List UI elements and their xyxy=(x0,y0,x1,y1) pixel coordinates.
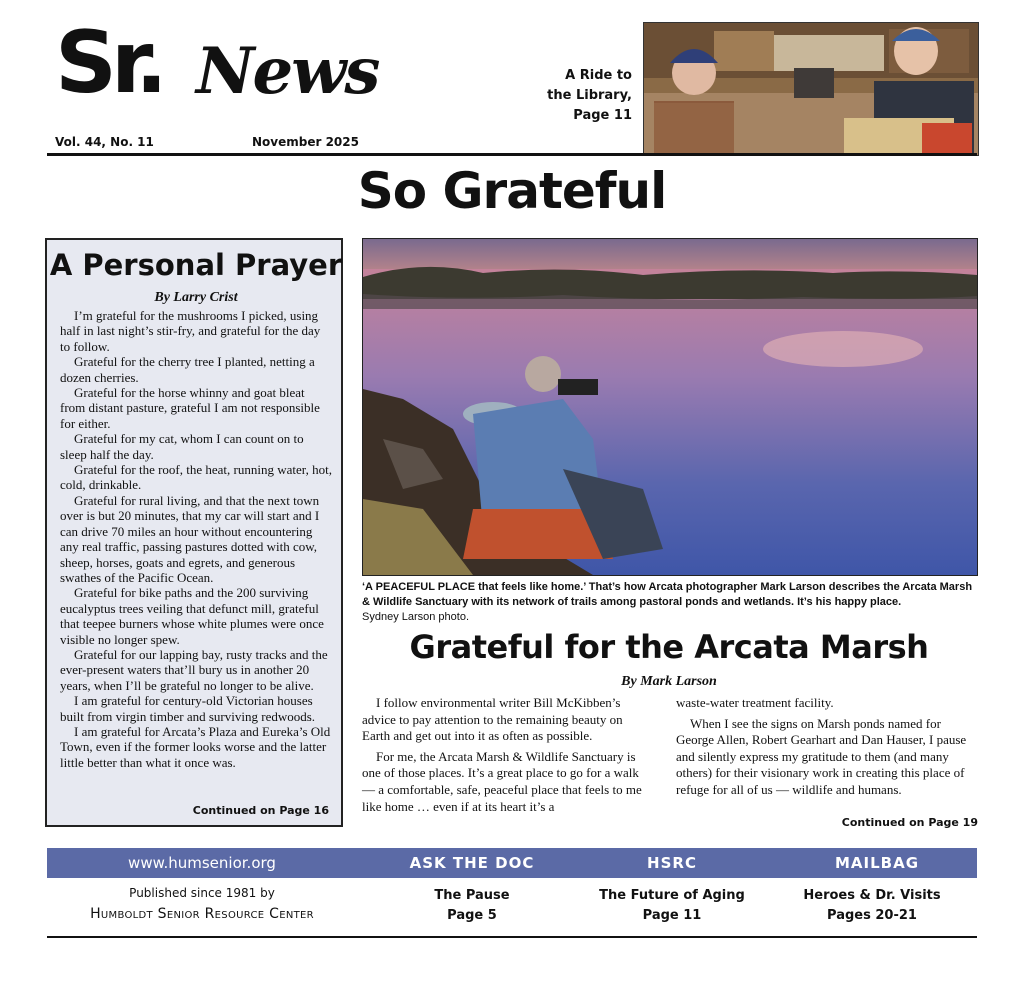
article-byline: By Mark Larson xyxy=(621,674,717,689)
section-bar xyxy=(47,848,977,878)
article-continued-link[interactable]: Continued on Page 19 xyxy=(841,816,978,829)
teaser-title: The Future of Aging xyxy=(599,888,745,903)
section-mailbag[interactable]: MAILBAG xyxy=(834,854,920,872)
prayer-paragraph: Grateful for my cat, whom I can count on to sleep half the day. xyxy=(60,431,304,462)
library-teaser[interactable] xyxy=(520,66,632,126)
prayer-paragraph: Grateful for the cherry tree I planted, netting a dozen cherries. xyxy=(60,354,315,385)
article-column-1 xyxy=(362,695,654,819)
page-headline: So Grateful xyxy=(357,162,667,220)
article-paragraph: waste-water treatment facility. xyxy=(676,695,834,710)
prayer-paragraph: I am grateful for Arcata’s Plaza and Eureka’s Old Town, even if the former looks worse and the latter little better than what it once was. xyxy=(60,723,331,770)
article-title[interactable]: Grateful for the Arcata Marsh xyxy=(409,628,929,666)
photo-credit: Sydney Larson photo. xyxy=(362,611,470,623)
article-paragraph: I follow environmental writer Bill McKibben’s advice to pay attention to the remaining beauty on Earth and get out into it as often as possible. xyxy=(362,695,623,744)
masthead-rule xyxy=(47,153,977,156)
prayer-paragraph: Grateful for rural living, and that the next town over is but 20 minutes, that my car will start and I can drive 70 miles an hour without encountering any real traffic, passing pastures dotted with cow, sheep, horses, goats and egrets, and generous swathes of the Pacific Ocean. xyxy=(60,492,320,585)
section-ask-the-doc[interactable]: ASK THE DOC xyxy=(409,854,535,872)
published-since: Published since 1981 by xyxy=(129,886,275,900)
prayer-paragraph: Grateful for our lapping bay, rusty tracks and the ever-present waters that’ll bury us in another 20 years, when I’ll be grateful no longer to be alive. xyxy=(60,646,328,693)
caption-lead: ‘A PEACEFUL PLACE xyxy=(362,581,476,593)
article-column-2 xyxy=(676,695,976,803)
footer-rule xyxy=(47,936,977,938)
prayer-title: A Personal Prayer xyxy=(49,248,343,282)
teaser-line: the Library, xyxy=(547,88,632,103)
prayer-paragraph: Grateful for the horse whinny and goat bleat from distant pasture, grateful I am not responsible for either. xyxy=(60,385,320,431)
teaser-page: Page 5 xyxy=(447,908,497,923)
teaser-title: The Pause xyxy=(434,888,510,903)
library-photo xyxy=(643,22,979,156)
section-hsrc[interactable]: HSRC xyxy=(647,854,697,872)
logo-news: News xyxy=(196,34,379,109)
prayer-paragraph: Grateful for bike paths and the 200 surviving eucalyptus trees veiling that defunct mill, grateful that teepee burners whose white plumes were once visible no longer spew. xyxy=(60,585,324,647)
logo-sr: Sr. xyxy=(55,13,162,113)
prayer-continued-link[interactable]: Continued on Page 16 xyxy=(192,804,329,817)
caption-text: that feels like home.’ That’s how Arcata photographer Mark Larson describes the Arcata Marsh & Wildlife Sanctuary with its network of trails among pastoral ponds and wetlands. It’s his happy place. xyxy=(362,581,973,608)
prayer-byline: By Larry Crist xyxy=(154,290,238,305)
article-paragraph: When I see the signs on Marsh ponds named for George Allen, Robert Gearhart and Dan Hauser, I pause and silently express my gratitude to them (and many others) for their visionary work in creating this place of refuge for all of us — wildlife and humans. xyxy=(676,715,967,797)
teaser-page: Pages 20-21 xyxy=(827,908,917,923)
volume-number: Vol. 44, No. 11 xyxy=(55,135,154,149)
teaser-hsrc[interactable] xyxy=(572,886,772,926)
teaser-mailbag[interactable] xyxy=(772,886,972,926)
marsh-photo xyxy=(362,238,978,576)
prayer-box xyxy=(45,238,343,827)
teaser-title: Heroes & Dr. Visits xyxy=(803,888,941,903)
teaser-page: Page 11 xyxy=(642,908,702,923)
teaser-line: A Ride to xyxy=(565,68,632,83)
prayer-paragraph: I’m grateful for the mushrooms I picked, using half in last night’s stir-fry, and grateful for the day to follow. xyxy=(60,308,321,354)
teaser-ask-the-doc[interactable] xyxy=(372,886,572,926)
website-link[interactable]: www.humsenior.org xyxy=(128,854,276,872)
prayer-paragraph: I am grateful for century-old Victorian houses built from virgin timber and surviving redwoods. xyxy=(60,693,316,724)
article-paragraph: For me, the Arcata Marsh & Wildlife Sanctuary is one of those places. It’s a great place to go for a walk — a comfortable, safe, peaceful place that feels to me like home … even if at its heart it’s a xyxy=(362,748,642,814)
issue-date: November 2025 xyxy=(252,135,359,149)
photo-caption xyxy=(362,580,976,625)
publisher-name: Humboldt Senior Resource Center xyxy=(90,906,314,922)
prayer-body xyxy=(60,308,332,770)
teaser-line: Page 11 xyxy=(573,108,632,123)
prayer-paragraph: Grateful for the roof, the heat, running water, hot, cold, drinkable. xyxy=(60,462,332,493)
